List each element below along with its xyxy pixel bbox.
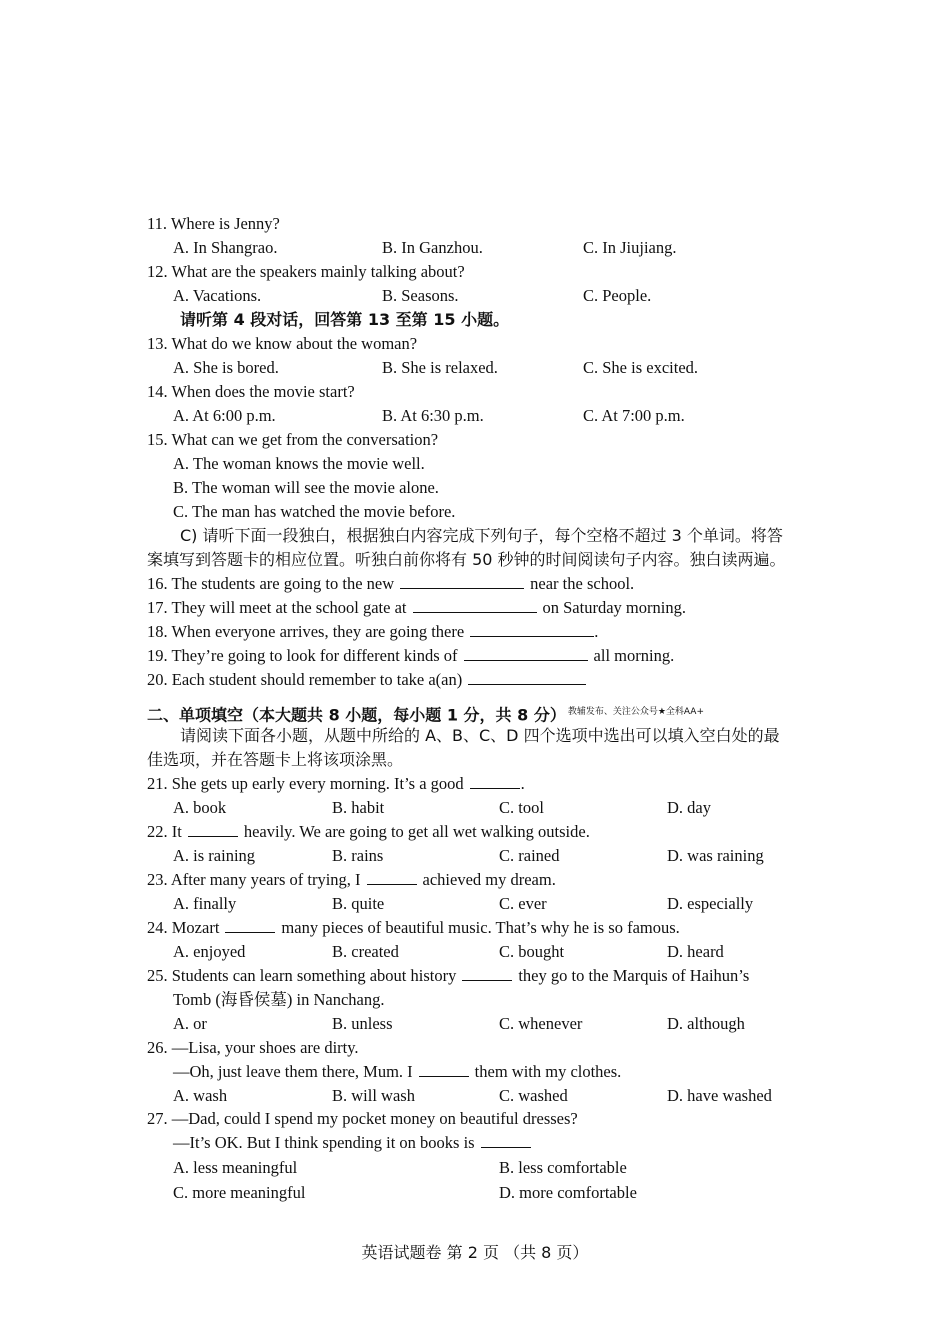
- answer-blank: [419, 1060, 469, 1077]
- option-24a: A. enjoyed: [173, 942, 246, 961]
- option-12b: B. Seasons.: [382, 286, 459, 305]
- fill-question-18: 18. When everyone arrives, they are going there .: [147, 622, 599, 641]
- part-2-instruction-1: 请阅读下面各小题，从题中所给的 A、B、C、D 四个选项中选出可以填入空白处的最: [180, 726, 780, 745]
- question-26-line-2: —Oh, just leave them there, Mum. I them with my clothes.: [173, 1062, 622, 1081]
- option-13c: C. She is excited.: [583, 358, 699, 377]
- option-24c: C. bought: [499, 942, 565, 961]
- question-15: 15. What can we get from the conversation?: [147, 430, 439, 449]
- section-c-instruction-2: 案填写到答题卡的相应位置。听独白前你将有 50 秒钟的时间阅读句子内容。独白读两遍。: [147, 550, 786, 569]
- option-27a: A. less meaningful: [173, 1158, 298, 1177]
- option-11a: A. In Shangrao.: [173, 238, 278, 257]
- option-26a: A. wash: [173, 1086, 228, 1105]
- section-c-instruction-1: C) 请听下面一段独白，根据独白内容完成下列句子，每个空格不超过 3 个单词。将答: [180, 526, 783, 545]
- option-21a: A. book: [173, 798, 227, 817]
- option-11c: C. In Jiujiang.: [583, 238, 677, 257]
- fill-question-20: 20. Each student should remember to take a(an): [147, 668, 592, 692]
- option-21d: D. day: [667, 798, 711, 817]
- question-26: 26. —Lisa, your shoes are dirty.: [147, 1038, 359, 1057]
- answer-blank: [225, 916, 275, 933]
- option-21c: C. tool: [499, 798, 544, 817]
- page-footer: 英语试题卷 第 2 页 （共 8 页）: [361, 1243, 589, 1262]
- answer-blank: [188, 820, 238, 837]
- part-2-title: 二、单项填空（本大题共 8 小题，每小题 1 分，共 8 分） $^{教辅发布、关注公众号★全科AA+}$: [147, 705, 705, 725]
- option-15b: B. The woman will see the movie alone.: [173, 478, 439, 497]
- fill-question-19: 19. They’re going to look for different kinds of all morning.: [147, 646, 675, 665]
- option-27d: D. more comfortable: [499, 1183, 637, 1202]
- option-22c: C. rained: [499, 846, 560, 865]
- fill-question-17: 17. They will meet at the school gate at on Saturday morning.: [147, 598, 686, 617]
- option-13b: B. She is relaxed.: [382, 358, 498, 377]
- answer-blank: [462, 964, 512, 981]
- watermark-note: 教辅发布、关注公众号★全科AA+: [567, 707, 705, 717]
- question-21: 21. She gets up early every morning. It’s a good .: [147, 774, 525, 793]
- option-14a: A. At 6:00 p.m.: [173, 406, 276, 425]
- option-24b: B. created: [332, 942, 399, 961]
- option-23a: A. finally: [173, 894, 237, 913]
- option-26d: D. have washed: [667, 1086, 772, 1105]
- option-15a: A. The woman knows the movie well.: [173, 454, 425, 473]
- answer-blank: [470, 772, 520, 789]
- option-12c: C. People.: [583, 286, 652, 305]
- answer-blank: [481, 1131, 531, 1148]
- answer-blank[interactable]: [470, 620, 594, 637]
- option-12a: A. Vacations.: [173, 286, 262, 305]
- option-15c: C. The man has watched the movie before.: [173, 502, 456, 521]
- option-23b: B. quite: [332, 894, 385, 913]
- answer-blank[interactable]: [413, 596, 537, 613]
- option-25a: A. or: [173, 1014, 207, 1033]
- option-14c: C. At 7:00 p.m.: [583, 406, 685, 425]
- question-22: 22. It heavily. We are going to get all wet walking outside.: [147, 822, 590, 841]
- dialog-4-instruction: 请听第 4 段对话，回答第 13 至第 15 小题。: [180, 310, 510, 329]
- option-21b: B. habit: [332, 798, 385, 817]
- option-25b: B. unless: [332, 1014, 393, 1033]
- question-25: 25. Students can learn something about history they go to the Marquis of Haihun’s: [147, 966, 750, 985]
- part-2-instruction-2: 佳选项，并在答题卡上将该项涂黑。: [147, 750, 404, 769]
- question-27: 27. —Dad, could I spend my pocket money on beautiful dresses?: [147, 1109, 578, 1128]
- answer-blank[interactable]: [464, 644, 588, 661]
- question-12: 12. What are the speakers mainly talking about?: [147, 262, 465, 281]
- option-27c: C. more meaningful: [173, 1183, 306, 1202]
- answer-blank[interactable]: [468, 668, 586, 685]
- option-25d: D. although: [667, 1014, 745, 1033]
- option-23c: C. ever: [499, 894, 547, 913]
- option-26b: B. will wash: [332, 1086, 415, 1105]
- option-14b: B. At 6:30 p.m.: [382, 406, 484, 425]
- option-22d: D. was raining: [667, 846, 764, 865]
- option-24d: D. heard: [667, 942, 724, 961]
- question-25-line-2: Tomb (海昏侯墓) in Nanchang.: [173, 990, 385, 1009]
- option-22b: B. rains: [332, 846, 384, 865]
- answer-blank: [367, 868, 417, 885]
- question-23: 23. After many years of trying, I achieved my dream.: [147, 870, 556, 889]
- option-13a: A. She is bored.: [173, 358, 279, 377]
- option-22a: A. is raining: [173, 846, 256, 865]
- option-25c: C. whenever: [499, 1014, 583, 1033]
- option-27b: B. less comfortable: [499, 1158, 627, 1177]
- question-11: 11. Where is Jenny?: [147, 214, 280, 233]
- question-13: 13. What do we know about the woman?: [147, 334, 418, 353]
- option-26c: C. washed: [499, 1086, 568, 1105]
- fill-question-16: 16. The students are going to the new near the school.: [147, 574, 635, 593]
- option-11b: B. In Ganzhou.: [382, 238, 483, 257]
- option-23d: D. especially: [667, 894, 754, 913]
- question-24: 24. Mozart many pieces of beautiful music. That’s why he is so famous.: [147, 918, 680, 937]
- answer-blank[interactable]: [400, 572, 524, 589]
- question-14: 14. When does the movie start?: [147, 382, 355, 401]
- question-27-line-2: —It’s OK. But I think spending it on books is: [173, 1131, 537, 1155]
